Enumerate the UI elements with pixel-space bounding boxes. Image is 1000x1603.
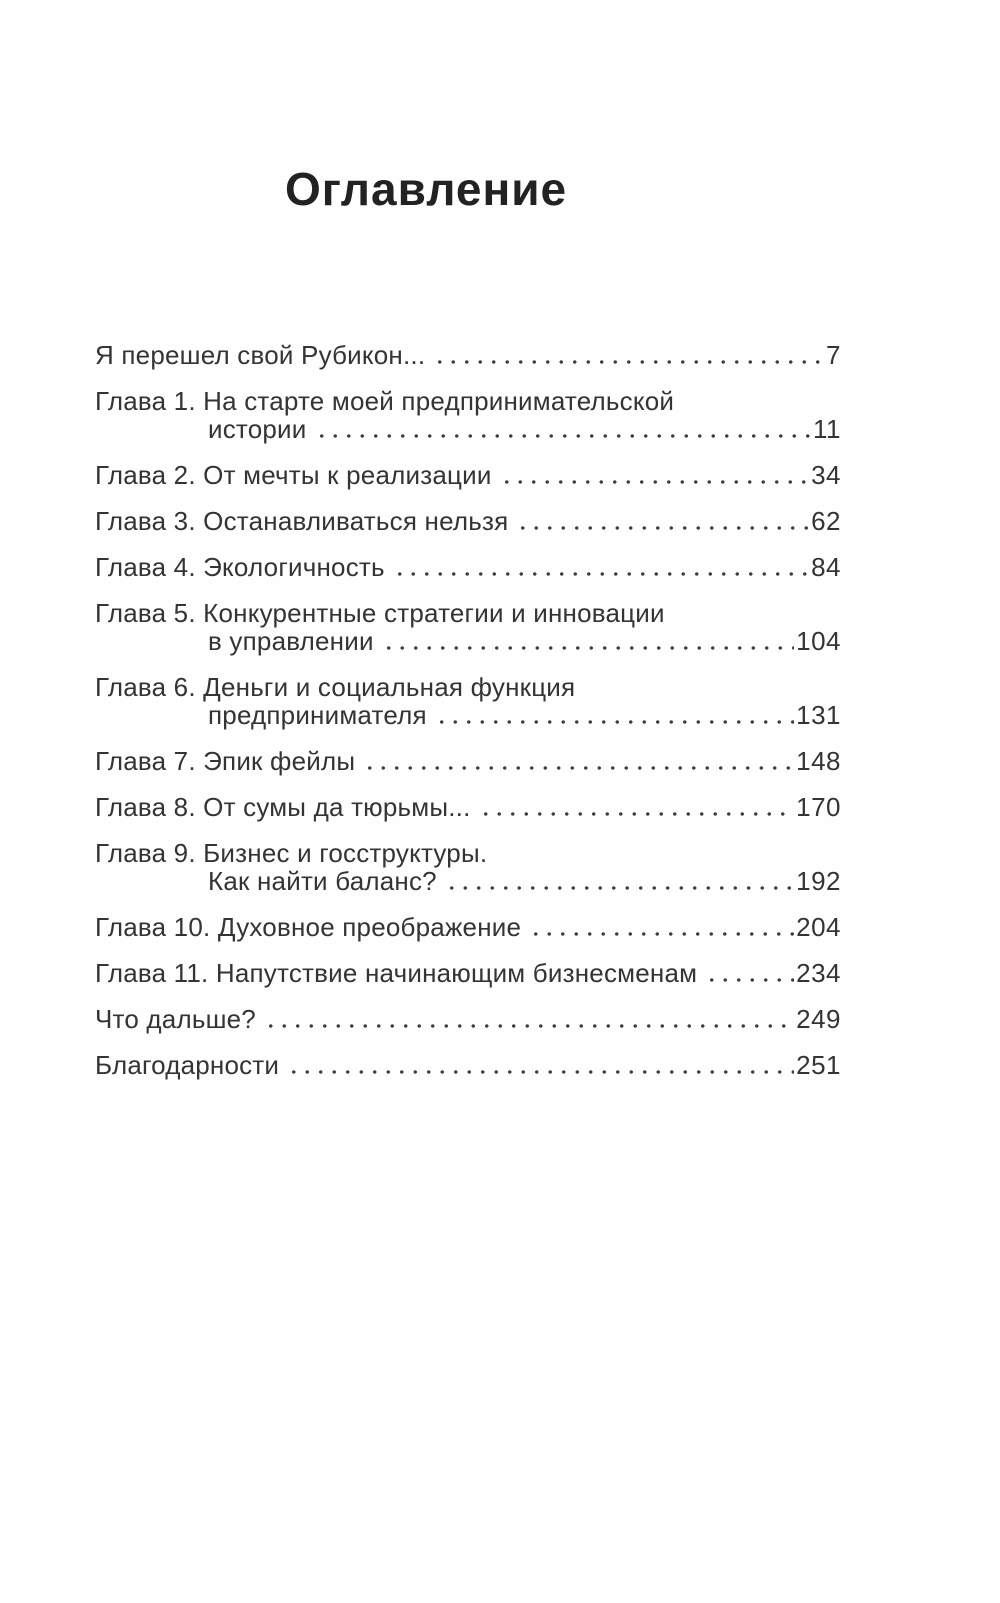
toc-entry-line (95, 627, 841, 655)
dot-leader (359, 753, 794, 775)
toc-page-number: 170 (796, 792, 841, 822)
toc-entry-line (95, 701, 841, 729)
toc-page-number: 62 (811, 506, 841, 536)
toc-entry-title: Глава 8. От сумы да тюрьмы... (95, 792, 471, 822)
toc-entry-title: Что дальше? (95, 1004, 256, 1034)
toc-entry-line (95, 341, 841, 369)
toc-entry-line (95, 793, 841, 821)
toc-entry-title: Глава 7. Эпик фейлы (95, 746, 356, 776)
toc-entry-title: Глава 9. Бизнес и госструктуры. (95, 838, 488, 868)
toc-entry-title: Глава 2. От мечты к реализации (95, 460, 492, 490)
toc-entry (95, 341, 841, 369)
toc-entry (95, 673, 841, 729)
toc-entry-line (95, 461, 841, 489)
toc-entry-line (95, 415, 841, 443)
dot-leader (283, 1057, 794, 1079)
dot-leader (260, 1011, 794, 1033)
toc-entry-title: в управлении (208, 626, 374, 656)
toc-page-number: 7 (826, 340, 841, 370)
toc-entry-title: Я перешел свой Рубикон... (95, 340, 426, 370)
dot-leader (378, 633, 794, 655)
toc-entry (95, 839, 841, 895)
toc-page-number: 148 (796, 746, 841, 776)
dot-leader (441, 873, 794, 895)
toc-entry-line (95, 867, 841, 895)
table-of-contents (95, 341, 841, 1079)
toc-page-number: 204 (796, 912, 841, 942)
toc-page-number: 34 (811, 460, 841, 490)
toc-entry-line (95, 387, 841, 415)
toc-page-number: 192 (796, 866, 841, 896)
toc-entry (95, 553, 841, 581)
dot-leader (429, 347, 824, 369)
toc-page-number: 249 (796, 1004, 841, 1034)
toc-entry (95, 793, 841, 821)
toc-entry (95, 461, 841, 489)
toc-entry-title: Глава 11. Напутствие начинающим бизнесменам (95, 958, 698, 988)
toc-entry-title: Благодарности (95, 1050, 280, 1080)
toc-entry-line (95, 507, 841, 535)
toc-entry-line (95, 1051, 841, 1079)
dot-leader (525, 919, 794, 941)
toc-entry (95, 387, 841, 443)
dot-leader (475, 799, 795, 821)
toc-page-number: 251 (796, 1050, 841, 1080)
toc-entry (95, 913, 841, 941)
toc-entry-title: истории (208, 414, 307, 444)
toc-entry (95, 507, 841, 535)
page-title: Оглавление (285, 163, 568, 215)
toc-entry-line (95, 1005, 841, 1033)
toc-entry-line (95, 959, 841, 987)
toc-entry (95, 959, 841, 987)
toc-entry-line (95, 913, 841, 941)
toc-page-number: 234 (796, 958, 841, 988)
toc-entry-line (95, 839, 841, 867)
toc-entry-title: Глава 1. На старте моей предпринимательской (95, 386, 675, 416)
toc-entry-title: Глава 4. Экологичность (95, 552, 385, 582)
toc-entry (95, 1005, 841, 1033)
toc-entry-line (95, 673, 841, 701)
toc-entry-title: Глава 5. Конкурентные стратегии и инновации (95, 598, 665, 628)
toc-page-number: 104 (796, 626, 841, 656)
toc-entry (95, 1051, 841, 1079)
toc-entry (95, 747, 841, 775)
toc-entry-title: Глава 6. Деньги и социальная функция (95, 672, 576, 702)
toc-entry-line (95, 747, 841, 775)
dot-leader (311, 421, 811, 443)
dot-leader (496, 467, 810, 489)
dot-leader (512, 513, 809, 535)
toc-page-number: 11 (813, 414, 841, 444)
toc-entry-line (95, 553, 841, 581)
dot-leader (389, 559, 809, 581)
toc-entry-title: Как найти баланс? (208, 866, 437, 896)
toc-entry-title: Глава 10. Духовное преображение (95, 912, 522, 942)
toc-entry (95, 599, 841, 655)
toc-page-number: 84 (811, 552, 841, 582)
toc-entry-title: Глава 3. Останавливаться нельзя (95, 506, 509, 536)
toc-entry-title: предпринимателя (208, 700, 427, 730)
dot-leader (701, 965, 794, 987)
dot-leader (431, 707, 794, 729)
toc-entry-line (95, 599, 841, 627)
toc-page-number: 131 (796, 700, 841, 730)
